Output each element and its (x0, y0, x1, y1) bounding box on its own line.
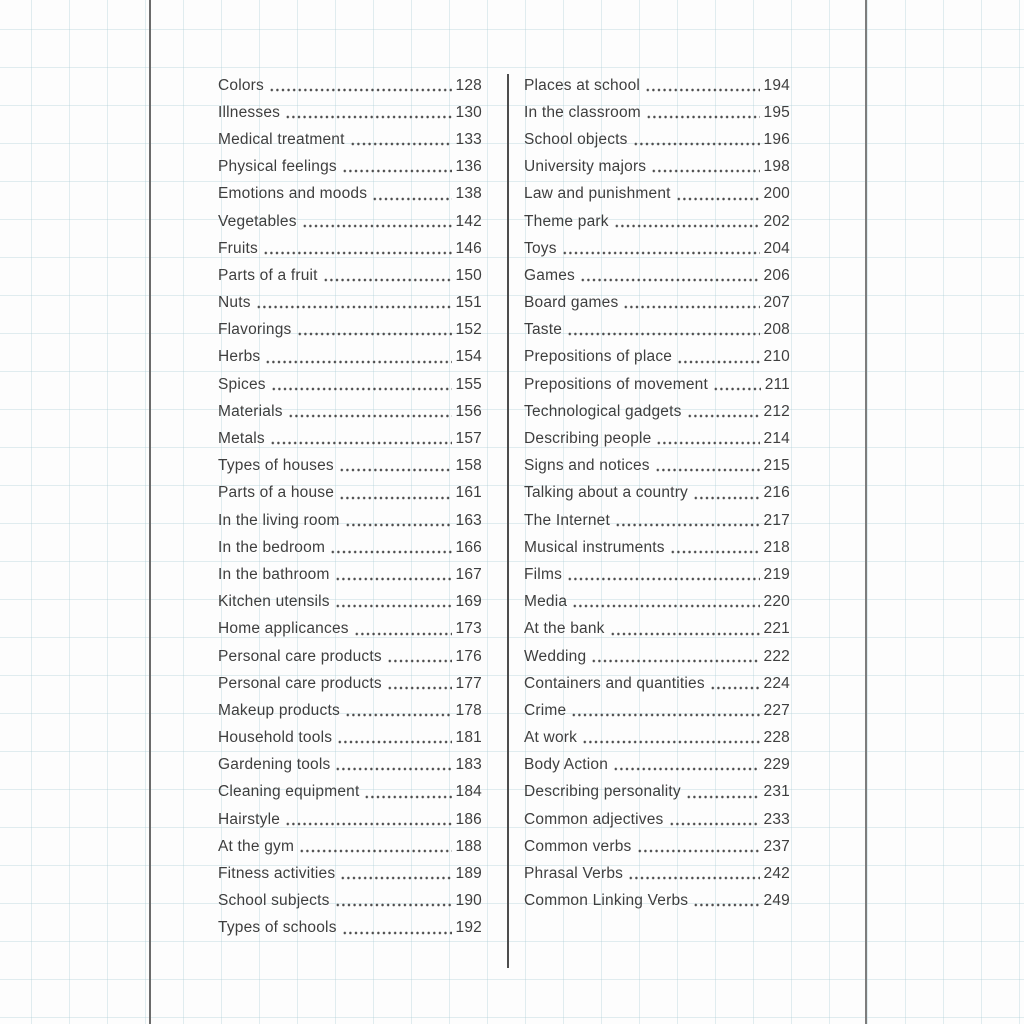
toc-entry-page: 227 (763, 701, 790, 719)
toc-entry-title: University majors (524, 158, 647, 176)
toc-entry-title: Signs and notices (524, 457, 650, 475)
toc-entry-page: 206 (763, 266, 790, 284)
toc-entry (524, 181, 790, 208)
toc-entry-title: Board games (524, 294, 619, 312)
toc-entry-page: 202 (763, 212, 790, 230)
toc-entry-page: 183 (455, 756, 482, 774)
dotted-leader (345, 507, 452, 534)
page-edge-line-right (865, 0, 867, 1024)
toc-entry (524, 670, 790, 697)
toc-entry-title: Physical feelings (218, 158, 337, 176)
dotted-leader (299, 833, 451, 860)
toc-entry (524, 235, 790, 262)
dotted-leader (582, 725, 759, 752)
toc-entry-title: Types of schools (218, 919, 337, 937)
toc-entry-page: 196 (763, 130, 790, 148)
toc-entry (218, 589, 482, 616)
toc-entry (218, 670, 482, 697)
toc-entry-title: Toys (524, 239, 557, 257)
toc-entry-title: Common verbs (524, 837, 632, 855)
toc-entry-page: 154 (455, 348, 482, 366)
toc-entry-page: 221 (763, 620, 790, 638)
dotted-leader (645, 72, 759, 99)
dotted-leader (580, 262, 760, 289)
toc-entry-title: Flavorings (218, 321, 292, 339)
toc-entry (524, 833, 790, 860)
toc-entry-page: 176 (455, 647, 482, 665)
toc-entry-page: 217 (763, 511, 790, 529)
toc-entry (218, 752, 482, 779)
toc-entry (524, 616, 790, 643)
toc-entry-page: 133 (455, 130, 482, 148)
dotted-leader (628, 860, 759, 887)
dotted-leader (342, 915, 452, 942)
toc-entry-page: 220 (763, 593, 790, 611)
dotted-leader (285, 99, 451, 126)
toc-entry-title: Hairstyle (218, 810, 281, 828)
toc-entry-title: Gardening tools (218, 756, 331, 774)
toc-entry-page: 130 (455, 103, 482, 121)
toc-entry-title: Taste (524, 321, 563, 339)
dotted-leader (713, 371, 761, 398)
toc-entry-page: 228 (763, 729, 790, 747)
dotted-leader (646, 99, 760, 126)
dotted-leader (342, 154, 452, 181)
dotted-leader (572, 589, 759, 616)
toc-entry-page: 173 (455, 620, 482, 638)
toc-entry-page: 192 (455, 919, 482, 937)
toc-entry (524, 697, 790, 724)
toc-entry (524, 290, 790, 317)
toc-entry (524, 589, 790, 616)
toc-entry-page: 204 (763, 239, 790, 257)
dotted-leader (372, 181, 451, 208)
toc-entry-page: 195 (763, 103, 790, 121)
dotted-leader (270, 425, 452, 452)
dotted-leader (651, 154, 759, 181)
toc-entry (524, 425, 790, 452)
toc-entry-page: 216 (763, 484, 790, 502)
toc-entry-page: 128 (455, 76, 482, 94)
toc-entry (524, 725, 790, 752)
toc-entry-page: 166 (455, 538, 482, 556)
toc-entry-page: 190 (455, 892, 482, 910)
toc-entry-title: At work (524, 729, 578, 747)
dotted-leader (656, 425, 759, 452)
toc-entry-title: Metals (218, 430, 265, 448)
toc-entry-title: The Internet (524, 511, 610, 529)
toc-entry (218, 888, 482, 915)
toc-entry (218, 806, 482, 833)
toc-entry-title: Cleaning equipment (218, 783, 360, 801)
dotted-leader (285, 806, 451, 833)
toc-entry-title: Phrasal Verbs (524, 865, 624, 883)
toc-entry (218, 833, 482, 860)
toc-entry-title: Musical instruments (524, 538, 665, 556)
toc-entry (218, 371, 482, 398)
dotted-leader (710, 670, 760, 697)
toc-entry-page: 161 (455, 484, 482, 502)
toc-entry-title: Prepositions of place (524, 348, 673, 366)
dotted-leader (387, 670, 452, 697)
toc-entry (524, 371, 790, 398)
toc-entry (218, 290, 482, 317)
dotted-leader (354, 616, 452, 643)
toc-entry-title: Crime (524, 701, 567, 719)
dotted-leader (562, 235, 760, 262)
toc-entry-title: School subjects (218, 892, 330, 910)
toc-entry-page: 156 (455, 402, 482, 420)
toc-entry-page: 184 (455, 783, 482, 801)
dotted-leader (615, 507, 760, 534)
toc-entry-title: Law and punishment (524, 185, 671, 203)
toc-entry (524, 643, 790, 670)
toc-entry-title: Medical treatment (218, 130, 345, 148)
toc-entry-page: 200 (763, 185, 790, 203)
dotted-leader (676, 181, 760, 208)
toc-entry-title: Parts of a house (218, 484, 335, 502)
dotted-leader (297, 317, 452, 344)
toc-entry (218, 154, 482, 181)
dotted-leader (263, 235, 452, 262)
toc-entry-page: 152 (455, 321, 482, 339)
toc-entry-page: 188 (455, 837, 482, 855)
toc-entry (218, 181, 482, 208)
toc-entry (524, 480, 790, 507)
dotted-leader (335, 561, 452, 588)
toc-entry (218, 425, 482, 452)
dotted-leader (610, 616, 760, 643)
toc-entry-page: 207 (763, 294, 790, 312)
toc-entry (524, 72, 790, 99)
toc-entry-title: Illnesses (218, 103, 281, 121)
toc-entry-page: 212 (763, 402, 790, 420)
toc-entry (524, 752, 790, 779)
toc-entry (218, 126, 482, 153)
dotted-leader (345, 697, 452, 724)
dotted-leader (687, 398, 760, 425)
toc-entry-title: Vegetables (218, 212, 297, 230)
toc-entry-title: Places at school (524, 76, 641, 94)
toc-entry-page: 215 (763, 457, 790, 475)
toc-entry-title: Fitness activities (218, 865, 336, 883)
toc-entry-page: 224 (763, 674, 790, 692)
dotted-leader (269, 72, 452, 99)
toc-entry (524, 507, 790, 534)
toc-entry-page: 138 (455, 185, 482, 203)
toc-entry (524, 534, 790, 561)
dotted-leader (387, 643, 452, 670)
toc-entry-page: 146 (455, 239, 482, 257)
toc-entry-page: 181 (455, 729, 482, 747)
toc-entry-page: 233 (763, 810, 790, 828)
toc-entry-title: Nuts (218, 294, 251, 312)
toc-entry (218, 616, 482, 643)
toc-entry (218, 697, 482, 724)
toc-entry-page: 142 (455, 212, 482, 230)
toc-entry-page: 186 (455, 810, 482, 828)
toc-entry-title: Materials (218, 402, 283, 420)
toc-entry (218, 72, 482, 99)
column-divider (507, 74, 509, 968)
toc-entry (524, 806, 790, 833)
toc-entry (218, 915, 482, 942)
toc-entry-page: 136 (455, 158, 482, 176)
toc-entry-title: Colors (218, 76, 264, 94)
toc-entry (524, 154, 790, 181)
toc-entry (218, 561, 482, 588)
dotted-leader (677, 344, 759, 371)
dotted-leader (265, 344, 451, 371)
dotted-leader (335, 888, 452, 915)
toc-entry-title: Fruits (218, 239, 258, 257)
toc-entry-page: 219 (763, 565, 790, 583)
toc-entry-page: 211 (764, 375, 790, 393)
toc-entry-title: Makeup products (218, 701, 340, 719)
toc-entry-title: Kitchen utensils (218, 593, 330, 611)
toc-entry-title: Types of houses (218, 457, 334, 475)
dotted-leader (335, 752, 451, 779)
toc-entry-title: Household tools (218, 729, 333, 747)
toc-entry (524, 208, 790, 235)
toc-entry-title: Wedding (524, 647, 587, 665)
toc-entry-page: 178 (455, 701, 482, 719)
toc-entry-title: Personal care products (218, 674, 382, 692)
dotted-leader (330, 534, 451, 561)
toc-entry-title: In the classroom (524, 103, 641, 121)
toc-entry-title: Prepositions of movement (524, 375, 708, 393)
dotted-leader (350, 126, 452, 153)
toc-entry-title: Herbs (218, 348, 261, 366)
toc-entry (524, 561, 790, 588)
toc-entry (218, 344, 482, 371)
dotted-leader (655, 453, 760, 480)
toc-entry-page: 158 (455, 457, 482, 475)
dotted-leader (623, 290, 759, 317)
toc-entry-page: 151 (455, 294, 482, 312)
toc-entry-page: 210 (763, 348, 790, 366)
toc-entry (218, 860, 482, 887)
dotted-leader (337, 725, 451, 752)
dotted-leader (256, 290, 452, 317)
toc-entry-title: Talking about a country (524, 484, 689, 502)
toc-entry-page: 222 (763, 647, 790, 665)
dotted-leader (364, 779, 451, 806)
toc-entry-page: 194 (763, 76, 790, 94)
toc-entry (524, 126, 790, 153)
toc-entry-page: 177 (455, 674, 482, 692)
dotted-leader (637, 833, 760, 860)
toc-entry-title: In the bedroom (218, 538, 326, 556)
toc-entry-page: 214 (763, 430, 790, 448)
dotted-leader (613, 752, 759, 779)
toc-entry-page: 218 (763, 538, 790, 556)
dotted-leader (633, 126, 760, 153)
toc-entry-title: Spices (218, 375, 266, 393)
toc-entry (218, 779, 482, 806)
toc-entry-title: Personal care products (218, 647, 382, 665)
toc-entry-title: Common Linking Verbs (524, 892, 689, 910)
toc-entry-title: School objects (524, 130, 628, 148)
dotted-leader (567, 317, 759, 344)
dotted-leader (288, 398, 452, 425)
toc-entry-title: Describing personality (524, 783, 681, 801)
toc-entry-title: At the bank (524, 620, 605, 638)
toc-entry-page: 163 (455, 511, 482, 529)
toc-entry (218, 398, 482, 425)
toc-entry-page: 208 (763, 321, 790, 339)
toc-entry-page: 150 (455, 266, 482, 284)
dotted-leader (339, 480, 451, 507)
toc-entry-page: 155 (455, 375, 482, 393)
toc-entry (218, 643, 482, 670)
toc-entry-page: 242 (763, 865, 790, 883)
toc-entry (524, 453, 790, 480)
toc-entry-title: Home applicances (218, 620, 349, 638)
toc-entry (524, 344, 790, 371)
dotted-leader (323, 262, 452, 289)
toc-entry-title: Parts of a fruit (218, 266, 318, 284)
toc-entry-title: Body Action (524, 756, 609, 774)
toc-entry (218, 317, 482, 344)
dotted-leader (567, 561, 760, 588)
dotted-leader (340, 860, 451, 887)
toc-entry-title: Games (524, 266, 575, 284)
toc-entry-title: Containers and quantities (524, 674, 705, 692)
dotted-leader (302, 208, 452, 235)
dotted-leader (669, 806, 760, 833)
dotted-leader (271, 371, 452, 398)
dotted-leader (591, 643, 759, 670)
dotted-leader (335, 589, 452, 616)
toc-entry-page: 237 (763, 837, 790, 855)
toc-entry (524, 779, 790, 806)
toc-entry-page: 157 (455, 430, 482, 448)
toc-column-right (524, 72, 790, 915)
dotted-leader (693, 888, 759, 915)
dotted-leader (670, 534, 760, 561)
page-edge-line-left (149, 0, 151, 1024)
dotted-leader (693, 480, 760, 507)
toc-entry-title: In the living room (218, 511, 340, 529)
toc-entry (218, 262, 482, 289)
toc-entry-page: 229 (763, 756, 790, 774)
toc-entry-page: 189 (455, 865, 482, 883)
toc-entry (524, 262, 790, 289)
toc-entry-title: Films (524, 565, 563, 583)
dotted-leader (339, 453, 452, 480)
toc-entry (218, 725, 482, 752)
toc-column-left (218, 72, 482, 942)
toc-entry-title: Describing people (524, 430, 652, 448)
toc-entry (218, 208, 482, 235)
toc-entry (218, 534, 482, 561)
dotted-leader (614, 208, 760, 235)
toc-entry-page: 167 (455, 565, 482, 583)
toc-entry-title: Common adjectives (524, 810, 664, 828)
toc-entry (218, 507, 482, 534)
toc-entry (524, 99, 790, 126)
toc-entry-title: Technological gadgets (524, 402, 682, 420)
toc-entry-title: Media (524, 593, 568, 611)
toc-entry-page: 231 (763, 783, 790, 801)
toc-entry (524, 860, 790, 887)
toc-entry-page: 249 (763, 892, 790, 910)
toc-entry (218, 453, 482, 480)
toc-entry-page: 169 (455, 593, 482, 611)
toc-entry-page: 198 (763, 158, 790, 176)
toc-entry (218, 235, 482, 262)
toc-entry (218, 99, 482, 126)
toc-entry-title: Theme park (524, 212, 609, 230)
toc-entry-title: Emotions and moods (218, 185, 368, 203)
toc-entry (218, 480, 482, 507)
toc-entry-title: At the gym (218, 837, 295, 855)
toc-entry-title: In the bathroom (218, 565, 330, 583)
dotted-leader (686, 779, 760, 806)
toc-entry (524, 398, 790, 425)
dotted-leader (571, 697, 759, 724)
toc-entry (524, 317, 790, 344)
toc-entry (524, 888, 790, 915)
